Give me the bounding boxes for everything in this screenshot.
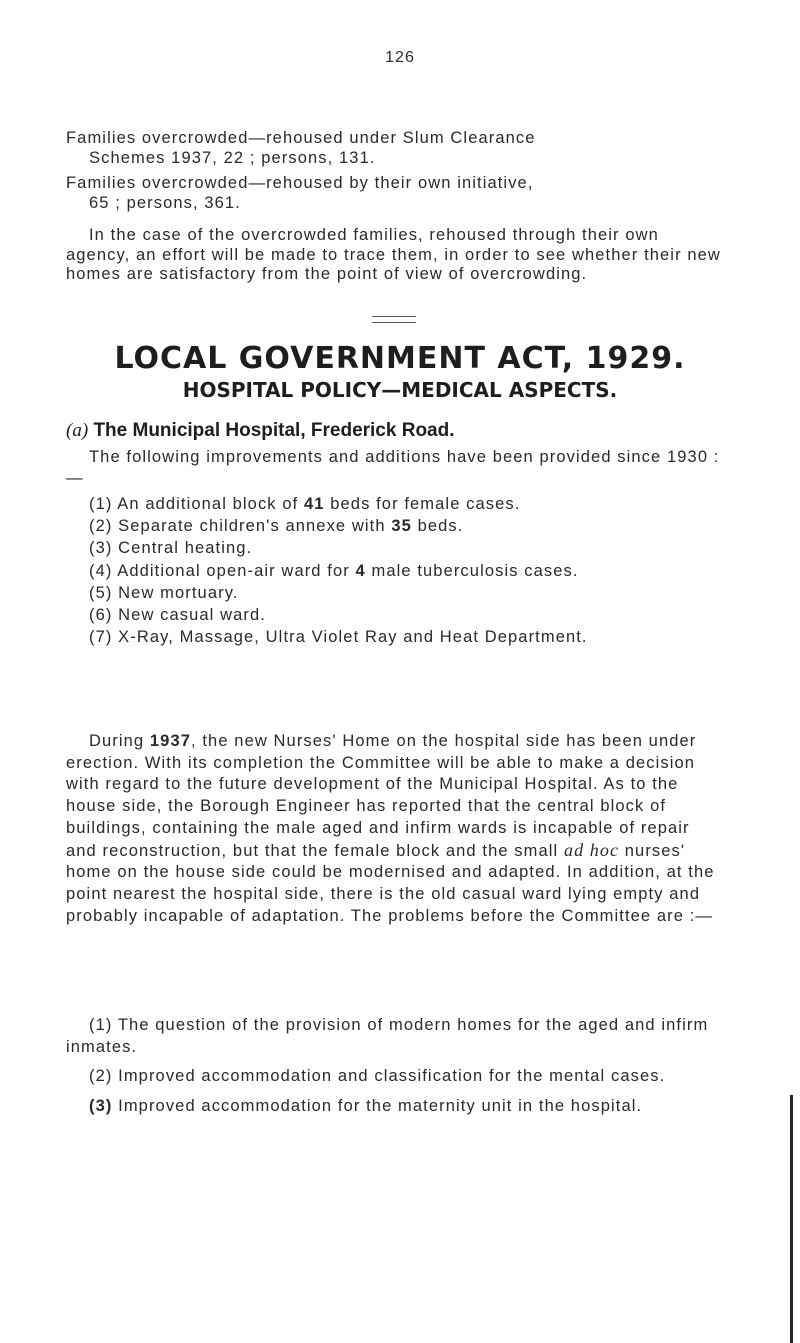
improvement-number: (3)	[89, 539, 119, 558]
during-part-1: During	[89, 732, 150, 750]
improvement-number: (2)	[89, 517, 119, 536]
policy-heading: HOSPITAL POLICY—MEDICAL ASPECTS.	[182, 378, 618, 402]
improvement-number: (7)	[89, 628, 119, 647]
problems-list	[66, 1015, 726, 1117]
improvements-list	[66, 493, 726, 648]
improvement-count: 4	[355, 561, 366, 580]
improvement-item	[66, 537, 726, 559]
problem-item	[66, 1015, 726, 1058]
problem-number: (2)	[89, 1067, 119, 1085]
page-number: 126	[385, 49, 415, 66]
improvement-text: New casual ward.	[118, 606, 266, 625]
improvement-text: New mortuary.	[118, 583, 239, 602]
during-part-3: nurses' home on the house side could be modernised and adapted. In addition, at the point nearest the hospital side, there is the old casual ward lying empty and probably incapable of adaptation. The problems before the Committee are :—	[66, 841, 715, 925]
trace-paragraph: In the case of the overcrowded families, rehoused through their own agency, an effort will be made to trace them, in order to see whether their new homes are satisfactory from the point of view of overcrowding.	[66, 226, 721, 283]
improvement-text-end: beds.	[411, 517, 464, 536]
improvement-text-end: male tuberculosis cases.	[365, 561, 579, 580]
problem-item	[66, 1066, 726, 1088]
section-divider	[372, 316, 416, 323]
improvement-count: 35	[391, 517, 412, 536]
improvement-text: Separate children's annexe with	[118, 517, 392, 536]
improvement-item	[66, 560, 726, 582]
during-year: 1937	[149, 732, 191, 750]
improvement-text: An additional block of	[117, 495, 304, 513]
improvement-item	[66, 515, 726, 537]
improvement-count: 41	[304, 495, 325, 513]
improvement-text: Additional open-air ward for	[117, 561, 356, 580]
improvement-item	[66, 626, 726, 648]
problem-text: Improved accommodation and classification for the mental cases.	[118, 1067, 666, 1085]
improvement-text: Central heating.	[118, 539, 253, 558]
improvement-number: (4)	[89, 561, 118, 580]
during-part-2: , the new Nurses' Home on the hospital side has been under erection. With its completion the Committee will be able to make a decision with regard to the future development of the Municipal Hospital. As to the house side, the Borough Engineer has reported that the central block of buildings, containing the male aged and infirm wards is incapable of repair and reconstruction, but that the female block and the small	[66, 732, 697, 860]
families-line-4: 65 ; persons, 361.	[89, 194, 241, 212]
improvement-number: (6)	[89, 606, 119, 625]
subheading-title: The Municipal Hospital, Frederick Road.	[93, 420, 455, 441]
families-rehoused-paragraph	[66, 128, 726, 285]
families-line-1: Families overcrowded—rehoused under Slum Clearance	[66, 129, 536, 147]
problem-text: Improved accommodation for the maternity unit in the hospital.	[118, 1096, 643, 1115]
during-paragraph	[66, 731, 726, 927]
problem-number: (3)	[89, 1096, 119, 1115]
improvement-item	[66, 493, 726, 515]
scan-edge-mark	[790, 1095, 793, 1343]
improvement-text: X-Ray, Massage, Ultra Violet Ray and Heat Department.	[118, 628, 588, 647]
improvement-number: (1)	[89, 495, 118, 513]
improvement-item	[66, 604, 726, 626]
improvement-number: (5)	[89, 583, 119, 602]
problem-number: (1)	[89, 1016, 118, 1034]
during-italic: ad hoc	[564, 839, 620, 860]
during-text	[66, 731, 726, 927]
act-heading: LOCAL GOVERNMENT ACT, 1929.	[114, 341, 686, 376]
improvement-text-end: beds for female cases.	[324, 495, 521, 513]
families-line-2: Schemes 1937, 22 ; persons, 131.	[89, 149, 376, 167]
subheading-letter: (a)	[66, 420, 89, 441]
improvements-intro: The following improvements and additions have been provided since 1930 :—	[66, 448, 720, 487]
problem-text: The question of the provision of modern homes for the aged and infirm inmates.	[66, 1016, 709, 1056]
improvement-item	[66, 582, 726, 604]
families-line-3: Families overcrowded—rehoused by their own initiative,	[66, 174, 534, 192]
problem-item	[66, 1096, 726, 1118]
hospital-subheading	[66, 420, 455, 442]
improvements-section	[66, 447, 726, 648]
